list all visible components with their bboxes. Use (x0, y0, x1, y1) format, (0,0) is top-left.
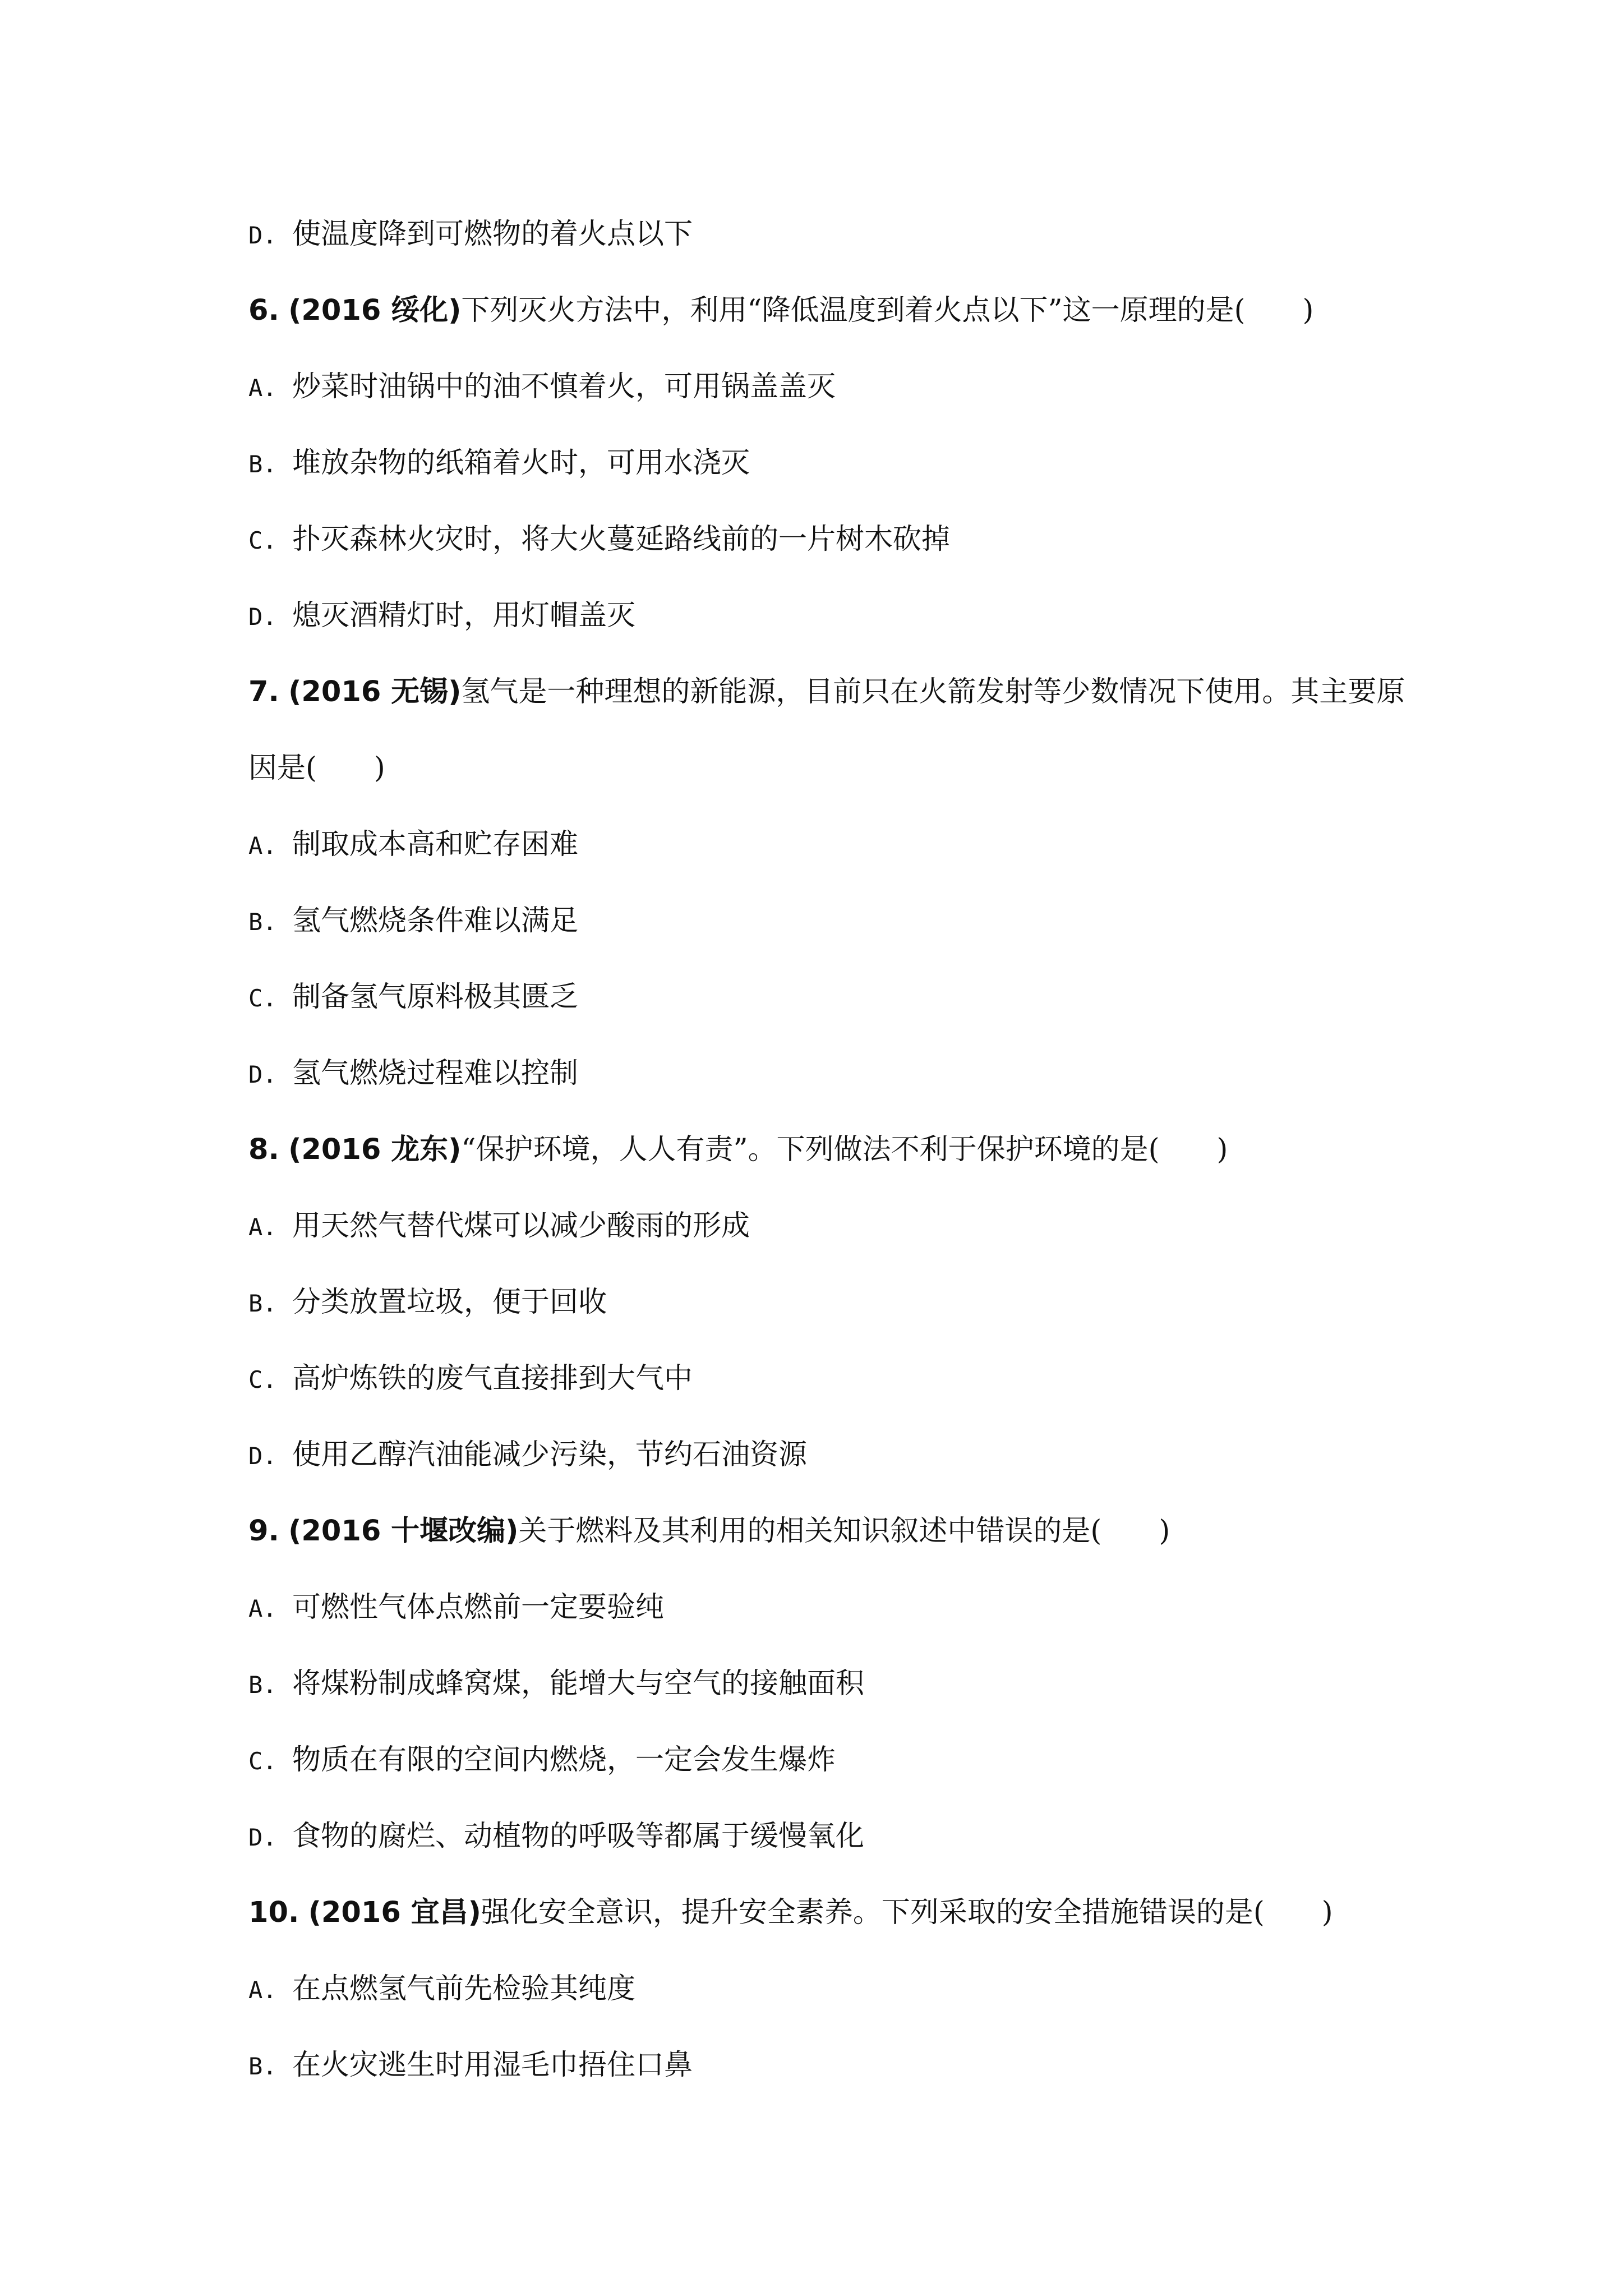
option-letter: A. (248, 1213, 277, 1241)
option-line (248, 1362, 693, 1397)
option-line (248, 1209, 750, 1244)
question-number: 8. (248, 1133, 279, 1166)
question-text: 下列灭火方法中，利用“降低温度到着火点以下”这一原理的是( ) (461, 294, 1314, 327)
question-line (248, 294, 1313, 328)
option-text: 在火灾逃生时用湿毛巾捂住口鼻 (292, 2049, 693, 2082)
option-text: 用天然气替代煤可以减少酸雨的形成 (292, 1209, 750, 1243)
question-source: (2016 绥化) (288, 294, 462, 327)
question-text: 强化安全意识，提升安全素养。下列采取的安全措施错误的是( ) (481, 1896, 1333, 1929)
question-line (248, 1133, 1228, 1167)
option-letter: B. (248, 2053, 277, 2080)
option-line (248, 523, 950, 558)
option-line (248, 1820, 864, 1855)
option-letter: B. (248, 1290, 277, 1317)
option-text: 物质在有限的空间内燃烧，一定会发生爆炸 (292, 1743, 836, 1777)
question-number: 7. (248, 675, 279, 708)
option-line (248, 599, 635, 634)
question-number: 9. (248, 1515, 279, 1548)
option-letter: C. (248, 1747, 277, 1775)
option-letter: D. (248, 222, 277, 249)
option-letter: A. (248, 1976, 277, 2004)
option-text: 炒菜时油锅中的油不慎着火，可用锅盖盖灭 (292, 370, 836, 403)
question-continuation (248, 752, 385, 785)
option-text: 氢气燃烧条件难以满足 (292, 904, 579, 937)
question-text: 氢气是一种理想的新能源，目前只在火箭发射等少数情况下使用。其主要原 (461, 675, 1405, 708)
option-text: 使用乙醇汽油能减少污染，节约石油资源 (292, 1438, 808, 1471)
option-line (248, 2049, 693, 2083)
option-letter: A. (248, 374, 277, 402)
option-line (248, 370, 836, 405)
option-letter: C. (248, 527, 277, 554)
question-number: 10. (248, 1896, 299, 1929)
option-text: 将煤粉制成蜂窝煤，能增大与空气的接触面积 (292, 1667, 865, 1700)
question-line (248, 1515, 1170, 1548)
option-letter: A. (248, 1595, 277, 1622)
question-source: (2016 宜昌) (308, 1896, 481, 1929)
option-letter: D. (248, 1442, 277, 1470)
option-letter: B. (248, 908, 277, 936)
option-line (248, 1591, 664, 1626)
option-letter: D. (248, 1824, 277, 1851)
question-text: “保护环境，人人有责”。下列做法不利于保护环境的是( ) (461, 1133, 1228, 1166)
option-letter: B. (248, 1671, 277, 1699)
question-line (248, 675, 1405, 709)
option-letter: A. (248, 832, 277, 859)
option-line (248, 1438, 807, 1473)
option-letter: C. (248, 984, 277, 1012)
question-text: 因是( ) (248, 752, 385, 785)
option-line (248, 981, 578, 1015)
option-text: 制取成本高和贮存困难 (292, 828, 579, 861)
option-text: 分类放置垃圾，便于回收 (292, 1286, 607, 1319)
option-letter: B. (248, 450, 277, 478)
option-line (248, 1972, 635, 2007)
option-line (248, 1286, 607, 1320)
question-source: (2016 龙东) (288, 1133, 462, 1166)
option-letter: D. (248, 1061, 277, 1088)
option-text: 熄灭酒精灯时，用灯帽盖灭 (292, 599, 636, 632)
question-text: 关于燃料及其利用的相关知识叙述中错误的是( ) (518, 1515, 1170, 1548)
option-line (248, 218, 693, 252)
option-text: 食物的腐烂、动植物的呼吸等都属于缓慢氧化 (292, 1820, 865, 1853)
option-line (248, 828, 578, 863)
option-text: 使温度降到可燃物的着火点以下 (292, 218, 693, 251)
option-text: 高炉炼铁的废气直接排到大气中 (292, 1362, 693, 1395)
option-letter: D. (248, 603, 277, 631)
option-text: 氢气燃烧过程难以控制 (292, 1057, 579, 1090)
question-source: (2016 十堰改编) (288, 1515, 519, 1548)
question-source: (2016 无锡) (288, 675, 462, 708)
option-line (248, 904, 578, 939)
option-text: 在点燃氢气前先检验其纯度 (292, 1972, 636, 2005)
option-text: 扑灭森林火灾时，将大火蔓延路线前的一片树木砍掉 (292, 523, 951, 556)
option-text: 制备氢气原料极其匮乏 (292, 981, 579, 1014)
option-line (248, 1057, 578, 1092)
option-text: 可燃性气体点燃前一定要验纯 (292, 1591, 665, 1624)
option-text: 堆放杂物的纸箱着火时，可用水浇灭 (292, 447, 750, 480)
question-line (248, 1896, 1333, 1930)
option-line (248, 1667, 864, 1702)
option-line (248, 1743, 836, 1778)
question-number: 6. (248, 294, 279, 327)
option-line (248, 447, 750, 481)
option-letter: C. (248, 1366, 277, 1393)
